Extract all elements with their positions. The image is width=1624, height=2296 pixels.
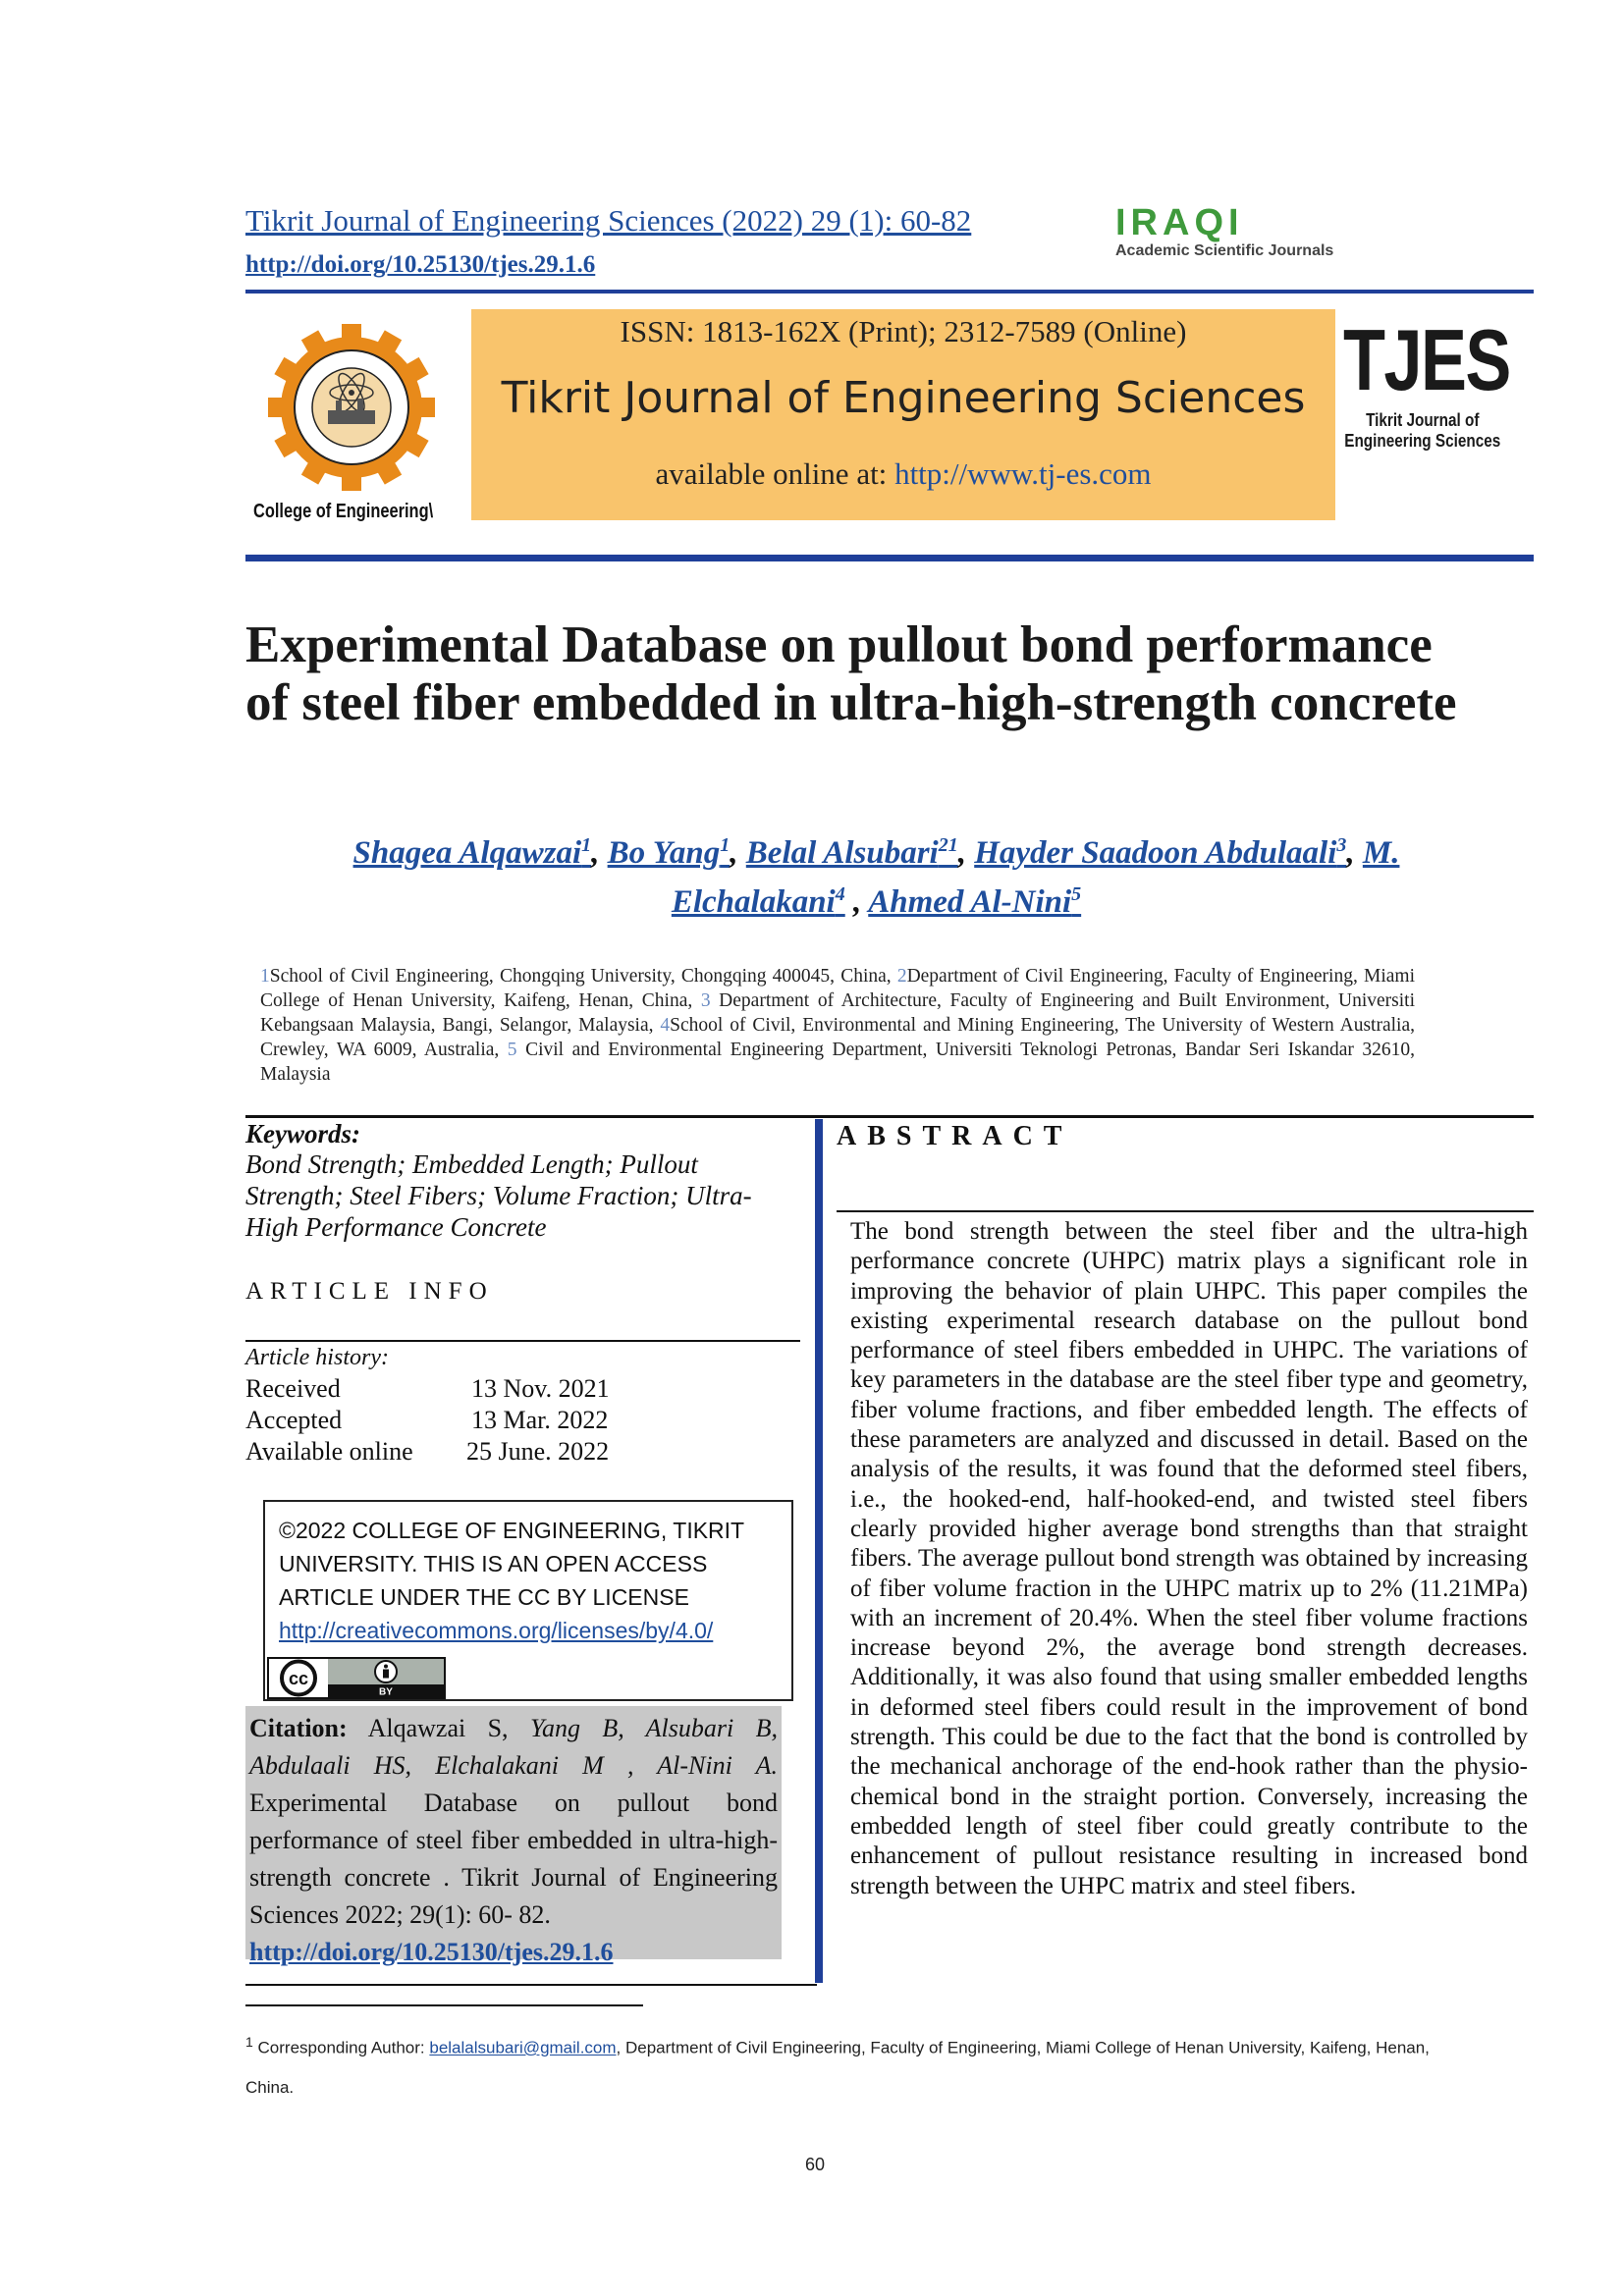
corresponding-author-footnote [245,2022,1453,2108]
left-column-bottom-rule [245,1984,817,1986]
gear-tooth [268,398,290,417]
history-date: 13 Mar. 2022 [471,1406,609,1434]
section-divider [245,1115,1534,1118]
banner-available-online [471,456,1335,492]
footnote-marker: 1 [245,2034,253,2050]
author-link[interactable]: Belal Alsubari$^{21}$ [745,834,958,871]
iraqi-journals-logo [1115,203,1400,262]
affiliations [260,964,1415,1087]
affiliation-text: School of Civil Engineering, Chongqing University, Chongqing 400045, China, [269,966,897,987]
license-link[interactable]: http://creativecommons.org/licenses/by/4.0/ [279,1618,714,1643]
college-of-engineering-gear-logo [253,314,450,530]
author-link[interactable]: Ahmed Al-Nini$^5$ [868,883,1082,920]
history-label: Available online [245,1437,413,1466]
license-text: ©2022 COLLEGE OF ENGINEERING, TIKRIT UNIVERSITY. THIS IS AN OPEN ACCESS ARTICLE UNDER THE CC BY LICENSE [279,1518,744,1610]
header-bottom-rule [245,555,1534,561]
gear-emblem-icon [253,314,450,510]
tjes-logo [1343,311,1530,452]
corresponding-email-link[interactable]: belalalsubari@gmail.com [429,2038,617,2057]
journal-banner [471,309,1335,520]
abstract-heading: ABSTRACT [837,1121,1073,1151]
article-history-rule [245,1340,800,1342]
available-online-label: available online at: [655,456,895,491]
citation-first-author: Alqawzai S, [347,1714,530,1742]
journal-website-link[interactable]: http://www.tj-es.com [894,456,1152,491]
paper-title: Experimental Database on pullout bond performance of steel fiber embedded in ultra-high-strength concrete [245,616,1457,731]
history-date: 25 June. 2022 [466,1437,610,1466]
gear-tooth [342,469,361,491]
keywords-heading: Keywords: [245,1119,360,1148]
author-link[interactable]: Hayder Saadoon Abdulaali$^3$ [974,834,1347,871]
author-link[interactable]: Bo Yang$^1$ [607,834,731,871]
author-link[interactable]: Shagea Alqawzai$^1$ [352,834,592,871]
abstract-body: The bond strength between the steel fiber and the ultra-high performance concrete (UHPC) matrix plays a significant role in improving the behavior of plain UHPC. This paper compiles the existing experimental research database on the pullout bond performance of steel fibers embedded in UHPC. The variations of key parameters in the database are the steel fiber type and geometry, fiber volume fractions, and fiber embedded length. The effects of these parameters are analyzed and discussed in detail. Based on the analysis of the results, it was found that the deformed steel fibers, i.e., the hooked-end, half-hooked-end, and twisted steel fibers clearly provided higher average bond strengths than that straight fibers. The average pullout bond strength was obtained by increasing of fiber volume fraction in the UHPC matrix up to 2% (11.21MPa) with an increment of 20.4%. When the steel fiber volume fractions increase beyond 2%, the average bond strength decreases. Additionally, it was also found that using smaller embedded lengths in deformed steel fibers could result in the improvement of bond strength. This could be due to the fact that the bond is controlled by the mechanical anchorage of the end-hook rather than the physio-chemical bond in the straight portion. Conversely, increasing the embedded length of steel fiber could greatly contribute to the enhancement of pullout resistance resulting in increased bond strength between the UHPC matrix and steel fibers. [850,1218,1528,1899]
banner-journal-title: Tikrit Journal of Engineering Sciences [501,373,1306,423]
citation-doi-link[interactable]: http://doi.org/10.25130/tjes.29.1.6 [249,1938,614,1966]
tjes-logo-subtitle-line-1: Tikrit Journal of [1366,410,1480,430]
license-box [263,1500,793,1701]
by-icon-text: BY [379,1686,393,1697]
history-date: 13 Nov. 2021 [471,1374,610,1403]
tjes-logo-word: TJES [1343,311,1510,408]
header-top-rule [245,290,1534,294]
article-info-heading: ARTICLE INFO [245,1278,494,1305]
footnote-affiliation: , Department of Civil Engineering, Faculty of Engineering, Miami College of Henan University, Kaifeng, Henan, China. [245,2038,1430,2097]
affiliation-number: 4 [660,1015,671,1036]
article-history-heading: Article history: [245,1345,389,1370]
journal-citation-link[interactable]: Tikrit Journal of Engineering Sciences (2022) 29 (1): 60-82 [245,203,972,238]
affiliation-number: 1 [260,966,270,987]
tjes-logo-subtitle-line-2: Engineering Sciences [1344,431,1501,451]
doi-link[interactable]: http://doi.org/10.25130/tjes.29.1.6 [245,251,596,278]
college-logo-caption: College of Engineering\ [253,501,434,522]
cc-by-badge[interactable] [267,1657,446,1699]
citation-authors: Yang B, Alsubari B, Abdulaali HS, Elchalakani M , Al-Nini A. [249,1714,778,1780]
history-label: Accepted [245,1406,343,1434]
abstract-rule [837,1210,1534,1212]
citation-label: Citation: [249,1714,348,1742]
affiliation-number: 5 [507,1040,517,1060]
abstract-vertical-bar [815,1119,823,1983]
page-number: 60 [804,2155,826,2174]
author-link[interactable]: M. Elchalakani$^4$ [671,835,1400,920]
affiliation-number: 2 [896,966,907,987]
issn-line: ISSN: 1813-162X (Print); 2312-7589 (Online) [620,314,1187,348]
affiliation-text: School of Civil, Environmental and Mining Engineering, The University of Western Australia, Crewley, WA 6009, Australia, [260,1015,1415,1060]
history-label: Received [245,1374,341,1403]
citation-text: Experimental Database on pullout bond performance of steel fiber embedded in ultra-high-strength concrete . Tikrit Journal of Engineering Sciences 2022; 29(1): 60- 82. [249,1789,778,1929]
footnote-rule [245,2004,643,2006]
footnote-prefix: Corresponding Author: [252,2038,430,2057]
affiliation-text: Department of Civil Engineering, Faculty of Engineering, Miami College of Henan University, Kaifeng, Henan, China, [260,966,1415,1011]
keywords-text: Bond Strength; Embedded Length; Pullout Strength; Steel Fibers; Volume Fraction; Ultra-High Performance Concrete [245,1149,752,1242]
cc-icon-text: cc [288,1669,309,1688]
iraqi-logo-word: IRAQI [1115,202,1244,243]
gear-tooth [342,324,361,346]
author-list: Shagea Alqawzai$^1$, Bo Yang$^1$, Belal Alsubari$^{21}$, Hayder Saadoon Abdulaali$^3$, M. Elchalakani$^4$ , Ahmed Al-Nini$^5$ [352,834,1400,920]
affiliation-text: Civil and Environmental Engineering Department, Universiti Teknologi Petronas, Bandar Seri Iskandar 32610, Malaysia [260,1040,1415,1085]
affiliation-number: 3 [700,990,711,1011]
affiliation-text: Department of Architecture, Faculty of Engineering and Built Environment, Universiti Kebangsaan Malaysia, Bangi, Selangor, Malaysia, [260,990,1415,1036]
citation-box [245,1706,782,1966]
tjes-logo-subtitle [1343,410,1502,452]
gear-tooth [413,398,435,417]
iraqi-logo-subtitle: Academic Scientific Journals [1115,242,1334,259]
